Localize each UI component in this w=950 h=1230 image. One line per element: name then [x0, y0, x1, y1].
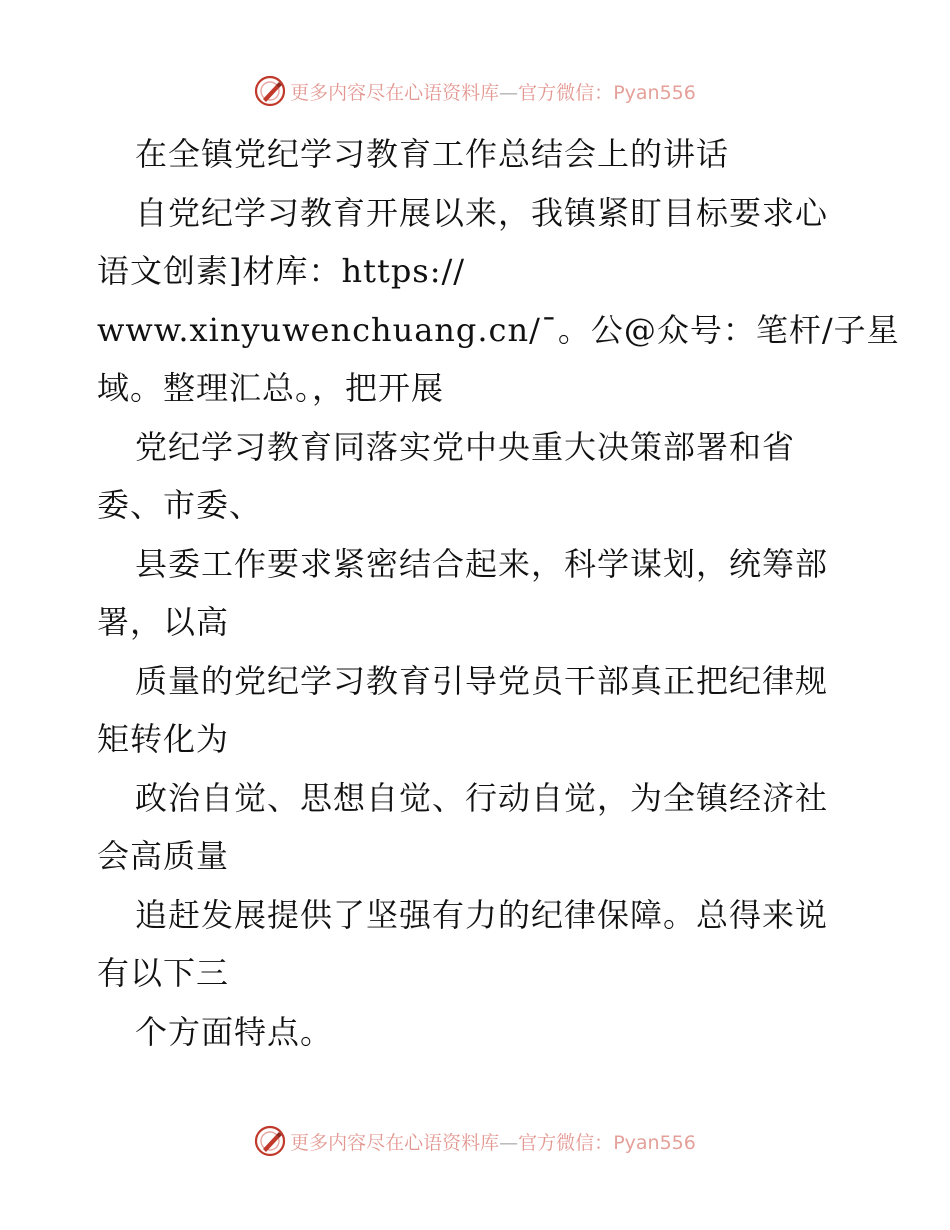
text-line: www.xinyuwenchuang.cn/¯。公@众号：笔杆/子星 [97, 310, 900, 349]
text-line: 语文创素]材库：https:// [97, 252, 466, 290]
watermark-banner-top [0, 74, 950, 108]
watermark-id: Pyan556 [613, 81, 696, 104]
text-line: 会高质量 [97, 837, 230, 875]
text-line: 委、市委、 [97, 486, 263, 524]
text-line: 追赶发展提供了坚强有力的纪律保障。总得来说 [135, 895, 829, 934]
watermark-dash: — [499, 81, 519, 104]
text-line: 自党纪学习教育开展以来，我镇紧盯目标要求心 [135, 193, 829, 232]
watermark-official: 官方微信： [518, 1131, 614, 1154]
watermark-banner-bottom [0, 1124, 950, 1158]
pen-logo-icon [254, 75, 286, 107]
document-body [97, 125, 900, 1061]
watermark-text [290, 78, 696, 105]
watermark-main: 更多内容尽在心语资料库 [290, 81, 500, 104]
text-line: 矩转化为 [97, 720, 230, 758]
text-line: 党纪学习教育同落实党中央重大决策部署和省 [135, 427, 796, 466]
watermark-text [290, 1128, 696, 1155]
text-line: 域。整理汇总。，把开展 [97, 369, 445, 407]
text-line: 县委工作要求紧密结合起来，科学谋划，统筹部 [135, 544, 829, 583]
text-line: 有以下三 [97, 954, 230, 992]
watermark-dash: — [499, 1131, 519, 1154]
watermark-main: 更多内容尽在心语资料库 [290, 1131, 500, 1154]
pen-logo-icon [254, 1125, 286, 1157]
text-line: 质量的党纪学习教育引导党员干部真正把纪律规 [135, 661, 829, 700]
text-line: 政治自觉、思想自觉、行动自觉，为全镇经济社 [135, 778, 829, 817]
watermark-official: 官方微信： [518, 81, 614, 104]
document-title: 在全镇党纪学习教育工作总结会上的讲话 [135, 135, 730, 173]
watermark-id: Pyan556 [613, 1131, 696, 1154]
text-line: 署，以高 [97, 603, 230, 641]
text-line: 个方面特点。 [135, 1012, 334, 1051]
